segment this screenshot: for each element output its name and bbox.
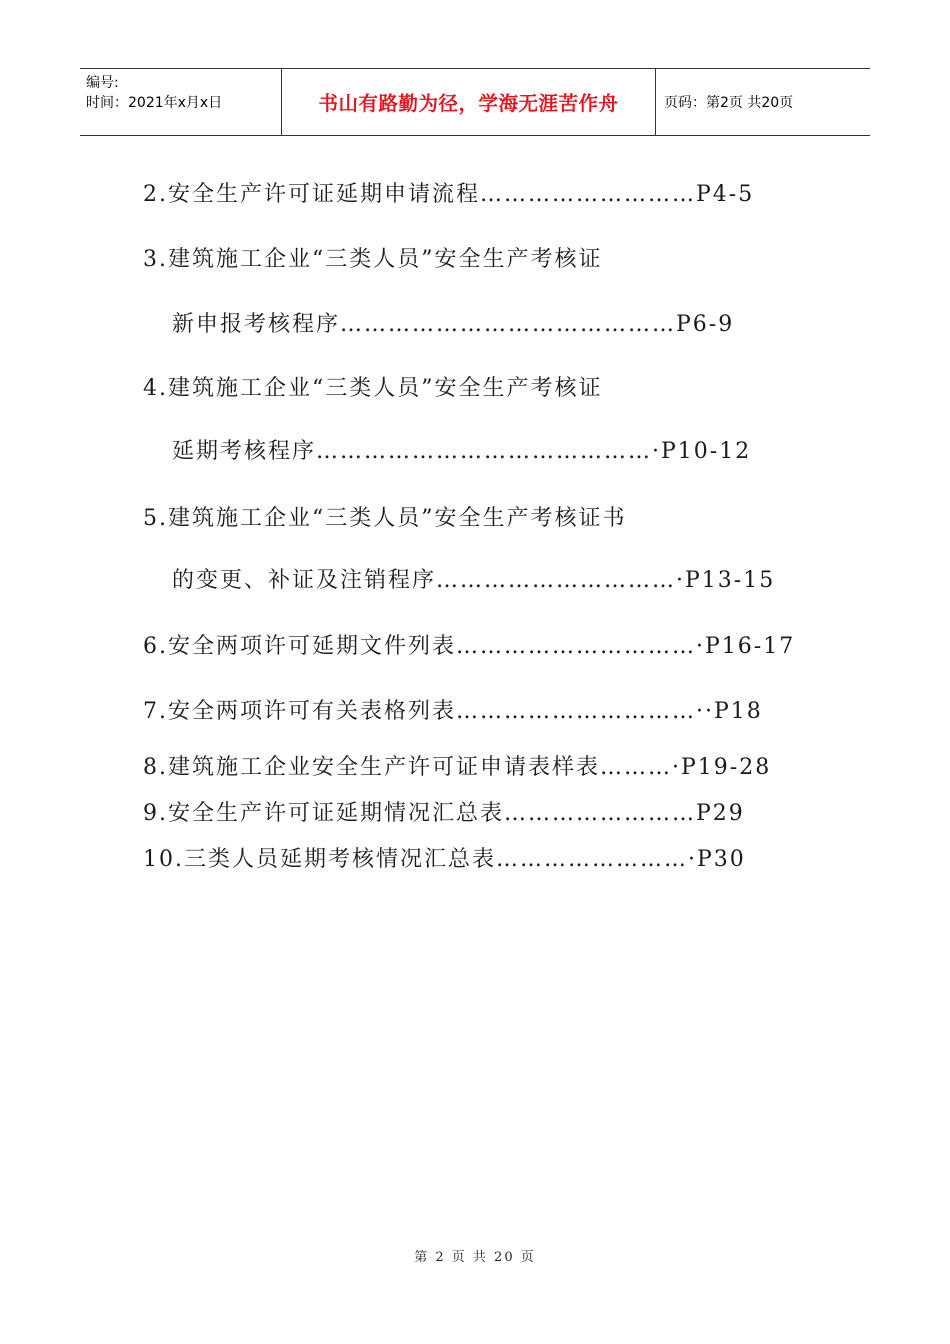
toc-item-3-line-1: 3.建筑施工企业“三类人员”安全生产考核证 [143, 247, 603, 272]
toc-item-10: 10.三类人员延期考核情况汇总表……………………·P30 [143, 847, 746, 872]
page-header [80, 68, 870, 136]
toc-item-7: 7.安全两项许可有关表格列表…………………………··P18 [143, 699, 763, 724]
header-meta-cell [80, 69, 282, 135]
header-motto: 书山有路勤为径，学海无涯苦作舟 [318, 92, 619, 115]
toc-item-8: 8.建筑施工企业安全生产许可证申请表样表………·P19-28 [143, 755, 772, 780]
page-footer: 第 2 页 共 20 页 [414, 1250, 536, 1265]
header-page-info: 页码：第2页 共20页 [664, 95, 794, 111]
toc-item-4-line-1: 4.建筑施工企业“三类人员”安全生产考核证 [143, 376, 603, 401]
document-number-label: 编号: [86, 75, 119, 91]
toc-item-6: 6.安全两项许可延期文件列表…………………………·P16-17 [143, 634, 796, 659]
header-page-cell [656, 69, 870, 135]
toc-item-2: 2.安全生产许可证延期申请流程………………………P4-5 [143, 182, 755, 207]
toc-item-5-line-1: 5.建筑施工企业“三类人员”安全生产考核证书 [143, 506, 627, 531]
toc-item-4-line-2: 延期考核程序……………………………………·P10-12 [172, 439, 752, 464]
toc-item-9: 9.安全生产许可证延期情况汇总表……………………P29 [143, 801, 745, 826]
document-time-label: 时间：2021年x月x日 [86, 95, 223, 111]
toc-item-3-line-2: 新申报考核程序……………………………………P6-9 [172, 312, 735, 337]
header-motto-cell [282, 69, 656, 135]
toc-item-5-line-2: 的变更、补证及注销程序…………………………·P13-15 [172, 568, 776, 593]
